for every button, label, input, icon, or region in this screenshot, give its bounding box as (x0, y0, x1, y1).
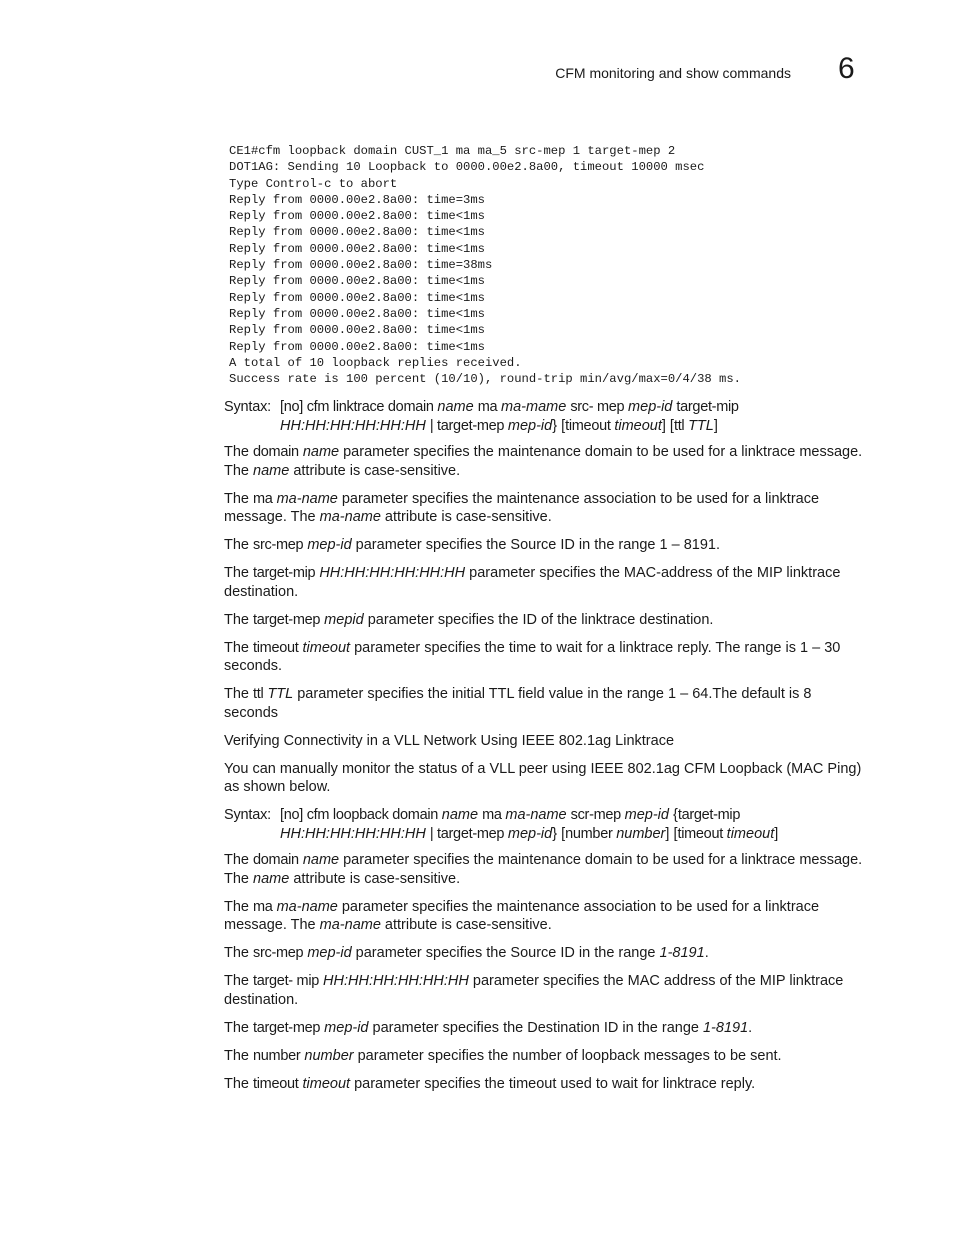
command-keyword: ma (253, 490, 273, 507)
command-keyword: ma (253, 898, 273, 915)
parameter-variable: name (437, 399, 474, 415)
code-example (229, 143, 741, 387)
paragraph (224, 564, 869, 601)
code-line: Reply from 0000.00e2.8a00: time<1ms (229, 323, 485, 338)
chapter-number: 6 (838, 52, 855, 85)
text-run: The (224, 639, 254, 656)
parameter-variable: HH:HH:HH:HH:HH:HH (280, 825, 426, 842)
command-keyword: src-mep (253, 945, 304, 961)
command-keyword: ma (482, 807, 506, 823)
command-keyword: | target-mep (429, 417, 508, 434)
parameter-variable: name (302, 852, 340, 868)
text-run: attribute is case-sensitive. (380, 917, 552, 933)
text-run: parameter specifies the maintenance domain to be used for a linktrace message. The (224, 444, 863, 479)
command-keyword: | target-mep (429, 825, 508, 842)
syntax-block (224, 398, 869, 435)
paragraph (224, 1019, 869, 1038)
text-run: The (224, 537, 254, 553)
command-keyword: domain (253, 852, 299, 868)
paragraph (224, 1047, 869, 1066)
text-run: The (224, 444, 254, 460)
command-keyword: domain (253, 444, 299, 460)
paragraph (224, 851, 869, 888)
text-run: The (224, 898, 254, 915)
parameter-variable: number (616, 825, 666, 842)
text-run: parameter specifies the timeout used to wait for linktrace reply. (350, 1075, 756, 1092)
command-keyword: [no] cfm loopback domain (280, 807, 442, 823)
parameter-variable: name (253, 462, 290, 479)
command-keyword: timeout (253, 639, 299, 656)
parameter-variable: ma-name (319, 917, 381, 933)
command-keyword: target-mip (253, 565, 316, 581)
text-run: Verifying Connectivity in a VLL Network Using IEEE 802.1ag Linktrace (224, 732, 675, 749)
code-line: Reply from 0000.00e2.8a00: time<1ms (229, 339, 485, 354)
code-line: Success rate is 100 percent (10/10), round-trip min/avg/max=0/4/38 ms. (229, 372, 741, 387)
command-keyword: target- mip (253, 973, 320, 989)
code-line: Reply from 0000.00e2.8a00: time<1ms (229, 290, 485, 305)
text-run: parameter specifies the Source ID in the range (351, 945, 660, 961)
command-keyword: number (565, 825, 617, 842)
paragraph (224, 732, 869, 751)
text-run: ] [ (665, 825, 678, 842)
parameter-variable: HH:HH:HH:HH:HH:HH (280, 417, 426, 434)
text-run: parameter specifies the number of loopback messages to be sent. (353, 1047, 782, 1064)
command-keyword: scr-mep (570, 807, 625, 823)
paragraph (224, 1075, 869, 1094)
parameter-variable: TTL (688, 417, 714, 434)
text-run: The (224, 852, 254, 868)
code-line: Reply from 0000.00e2.8a00: time=38ms (229, 258, 493, 273)
parameter-variable: timeout (614, 417, 662, 434)
paragraph (224, 760, 869, 797)
text-run: . (704, 945, 709, 961)
code-line: Reply from 0000.00e2.8a00: time<1ms (229, 274, 485, 289)
command-keyword: target-mep (253, 1019, 321, 1036)
parameter-variable: HH:HH:HH:HH:HH:HH (319, 565, 466, 581)
command-keyword: timeout (677, 825, 727, 842)
text-run: The (224, 1019, 254, 1036)
syntax-body (280, 806, 869, 843)
text-run: The (224, 973, 254, 989)
parameter-variable: ma-name (319, 509, 381, 525)
command-keyword: timeout (253, 1075, 299, 1092)
text-run: parameter specifies the MAC address of the MIP linktrace destination. (224, 973, 844, 1008)
parameter-variable: ma-mame (501, 399, 567, 415)
code-line: CE1#cfm loopback domain CUST_1 ma ma_5 src-mep 1 target-mep 2 (229, 144, 676, 158)
syntax-body (280, 398, 869, 435)
text-run: The (224, 1047, 254, 1064)
text-run: parameter specifies the maintenance domain to be used for a linktrace message. The (224, 852, 863, 887)
parameter-variable: name (441, 807, 479, 823)
parameter-variable: timeout (302, 639, 351, 656)
command-keyword: number (253, 1047, 301, 1064)
text-run: ] [ (661, 417, 674, 434)
text-run: attribute is case-sensitive. (289, 462, 461, 479)
text-run: } [ (552, 825, 566, 842)
paragraph (224, 685, 869, 722)
paragraph (224, 898, 869, 935)
text-run: ] (713, 417, 718, 434)
parameter-variable: 1-8191 (659, 945, 705, 961)
text-run: The (224, 611, 254, 628)
code-line: Reply from 0000.00e2.8a00: time<1ms (229, 306, 485, 321)
text-run: parameter specifies the Source ID in the range 1 – 8191. (351, 537, 720, 553)
parameter-variable: ma-name (276, 898, 338, 915)
parameter-variable: timeout (302, 1075, 351, 1092)
parameter-variable: number (304, 1047, 354, 1064)
command-keyword: src-mep (253, 537, 304, 553)
text-run: The (224, 945, 254, 961)
parameter-variable: ma-name (276, 490, 338, 507)
command-keyword: target-mip (676, 399, 739, 415)
paragraph (224, 536, 869, 555)
command-keyword: src- mep (570, 399, 629, 415)
parameter-variable: TTL (267, 686, 294, 702)
text-run: parameter specifies the initial TTL field value in the range 1 – 64.The default is 8 seconds (224, 686, 812, 721)
parameter-variable: ma-name (505, 807, 567, 823)
command-keyword: [no] cfm linktrace domain (280, 399, 438, 415)
parameter-variable: HH:HH:HH:HH:HH:HH (323, 973, 469, 989)
code-line: Reply from 0000.00e2.8a00: time<1ms (229, 241, 485, 256)
document-body (224, 398, 869, 1103)
code-line: Reply from 0000.00e2.8a00: time<1ms (229, 209, 485, 224)
paragraph (224, 443, 869, 480)
syntax-label: Syntax: (224, 807, 271, 823)
command-keyword: ttl (673, 417, 689, 434)
paragraph (224, 972, 869, 1009)
text-run: The (224, 1075, 254, 1092)
parameter-variable: mep-id (624, 807, 669, 823)
text-run: . (748, 1019, 753, 1036)
command-keyword: ma (477, 399, 502, 415)
text-run: } [ (552, 417, 566, 434)
command-keyword: ttl (253, 686, 264, 702)
parameter-variable: mep-id (628, 399, 673, 415)
command-keyword: timeout (565, 417, 615, 434)
paragraph (224, 490, 869, 527)
command-keyword: target-mep (253, 611, 321, 628)
parameter-variable: name (302, 444, 340, 460)
text-run: parameter specifies the ID of the linktrace destination. (363, 611, 714, 628)
text-run: ] (774, 825, 779, 842)
text-run: parameter specifies the time to wait for a linktrace reply. The range is 1 – 30 seconds. (224, 639, 841, 674)
parameter-variable: timeout (726, 825, 775, 842)
command-keyword: target-mip (677, 807, 741, 823)
code-line: Reply from 0000.00e2.8a00: time<1ms (229, 225, 485, 240)
page-header-title: CFM monitoring and show commands (555, 65, 791, 81)
text-run: parameter specifies the maintenance association to be used for a linktrace message. The (224, 490, 820, 525)
paragraph (224, 639, 869, 676)
text-run: The (224, 686, 254, 702)
parameter-variable: mep-id (307, 537, 352, 553)
parameter-variable: mep-id (507, 417, 553, 434)
syntax-label: Syntax: (224, 399, 271, 415)
text-run: The (224, 565, 254, 581)
text-run: You can manually monitor the status of a VLL peer using IEEE 802.1ag CFM Loopback (MAC Ping) as shown below. (224, 760, 862, 795)
paragraph (224, 944, 869, 963)
text-run: The (224, 490, 254, 507)
parameter-variable: mep-id (507, 825, 553, 842)
text-run: { (668, 807, 678, 823)
code-line: Reply from 0000.00e2.8a00: time=3ms (229, 192, 485, 207)
code-line: A total of 10 loopback replies received. (229, 355, 522, 370)
text-run: parameter specifies the MAC-address of the MIP linktrace destination. (224, 565, 841, 600)
text-run: parameter specifies the Destination ID in the range (368, 1019, 703, 1036)
paragraph (224, 611, 869, 630)
text-run: attribute is case-sensitive. (289, 870, 461, 887)
text-run: parameter specifies the maintenance association to be used for a linktrace message. The (224, 898, 820, 933)
parameter-variable: 1-8191 (702, 1019, 749, 1036)
parameter-variable: mep-id (307, 945, 352, 961)
syntax-block (224, 806, 869, 843)
parameter-variable: name (253, 870, 290, 887)
code-line: DOT1AG: Sending 10 Loopback to 0000.00e2.8a00, timeout 10000 msec (229, 160, 705, 175)
parameter-variable: mepid (324, 611, 364, 628)
text-run: attribute is case-sensitive. (380, 509, 552, 525)
parameter-variable: mep-id (324, 1019, 369, 1036)
code-line: Type Control-c to abort (229, 176, 398, 191)
